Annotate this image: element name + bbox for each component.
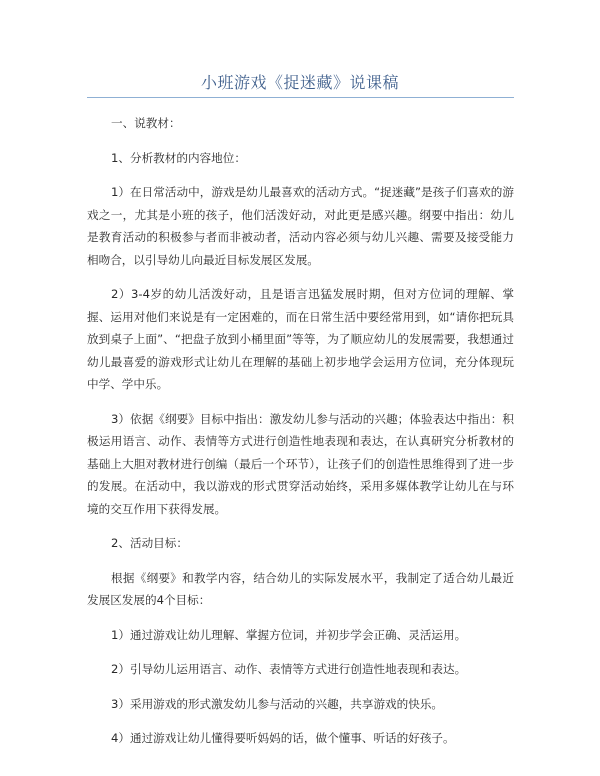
title-divider (87, 97, 514, 98)
body-paragraph: 2）3-4岁的幼儿活泼好动，且是语言迅猛发展时期，但对方位词的理解、掌握、运用对他们来说是有一定困难的，而在日常生活中要经常用到，如“请你把玩具放到桌子上面”、“把盘子放到小桶里面”等等，为了顺应幼儿的发展需要，我想通过幼儿最喜爱的游戏形式让幼儿在理解的基础上初步地学会运用方位词，充分体现玩中学、学中乐。 (87, 287, 514, 391)
subsection-heading: 1、分析教材的内容地位： (111, 150, 246, 165)
document-title: 小班游戏《捉迷藏》说课稿 (200, 73, 399, 92)
body-paragraph: 3）依据《纲要》目标中指出：激发幼儿参与活动的兴趣；体验表达中指出：积极运用语言、动作、表情等方式进行创造性地表现和表达，在认真研究分析教材的基础上大胆对教材进行创编（最后一个环节），让孩子们的创造性思维得到了进一步的发展。在活动中，我以游戏的形式贯穿活动始终，采用多媒体教学让幼儿在与环境的交互作用下获得发展。 (87, 411, 514, 516)
goal-item: 3）采用游戏的形式激发幼儿参与活动的兴趣，共享游戏的快乐。 (111, 696, 444, 711)
body-paragraph: 根据《纲要》和教学内容，结合幼儿的实际发展水平，我制定了适合幼儿最近发展区发展的4个目标： (87, 570, 514, 607)
section-heading: 一、说教材： (111, 116, 181, 130)
goal-item: 2）引导幼儿运用语言、动作、表情等方式进行创造性地表现和表达。 (111, 662, 467, 676)
goal-item: 1）通过游戏让幼儿理解、掌握方位词，并初步学会正确、灵活运用。 (111, 627, 467, 642)
body-paragraph: 1）在日常活动中，游戏是幼儿最喜欢的活动方式。“捉迷藏”是孩子们喜欢的游戏之一，尤其是小班的孩子，他们活泼好动，对此更是感兴趣。纲要中指出：幼儿是教育活动的积极参与者而非被动者，活动内容必须与幼儿兴趣、需要及接受能力相吻合，以引导幼儿向最近目标发展区发展。 (87, 185, 514, 267)
subsection-heading: 2、活动目标： (111, 536, 188, 550)
document-body (87, 112, 514, 750)
goal-item: 4）通过游戏让幼儿懂得要听妈妈的话，做个懂事、听话的好孩子。 (111, 731, 455, 745)
